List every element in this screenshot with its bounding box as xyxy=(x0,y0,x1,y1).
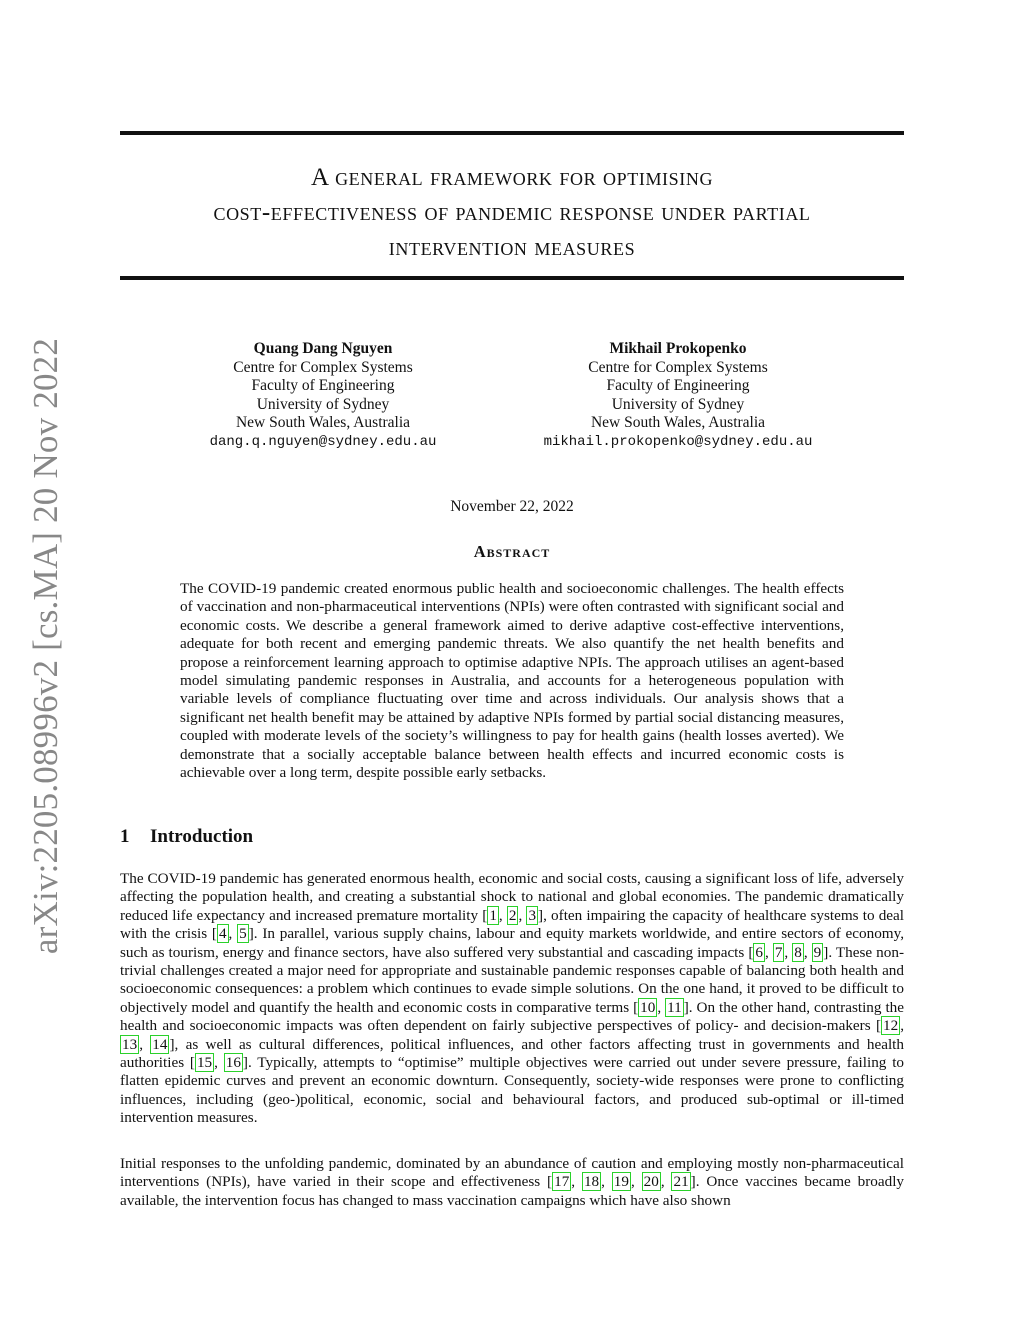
intro-paragraph-2-text xyxy=(120,1155,904,1210)
citation-link[interactable]: 8 xyxy=(794,943,802,961)
title-rule-bottom xyxy=(120,276,904,280)
citation-link[interactable]: 12 xyxy=(883,1017,899,1035)
author-block-2 xyxy=(518,340,838,451)
text-run: ]. These non-trivial challenges created a major need for appropriate and sustainable pandemic responses capable of balancing both health and socioeconomic consequences: a problem which continues to evade simple solutions. On the one hand, it proved to be difficult to objectively model and quantify the health and economic costs in comparative terms [ xyxy=(120,943,905,1016)
citation-link[interactable]: 3 xyxy=(528,906,537,924)
text-run: , xyxy=(571,1173,582,1191)
author-name: Quang Dang Nguyen xyxy=(253,340,393,357)
paper-title xyxy=(120,160,904,265)
citation-link[interactable]: 7 xyxy=(774,943,783,961)
text-run: Initial responses to the unfolding pandemic, dominated by an abundance of caution and employing mostly non-pharmaceutical interventions (NPIs), have varied in their scope and effectiveness [ xyxy=(120,1155,904,1191)
arxiv-stamp-text: arXiv:2205.08996v2 [cs.MA] 20 Nov 2022 xyxy=(26,337,65,954)
citation-link[interactable]: 20 xyxy=(643,1173,659,1191)
author-affiliation: New South Wales, Australia xyxy=(590,414,766,431)
author-block-1 xyxy=(163,340,483,451)
author-email[interactable]: mikhail.prokopenko@sydney.edu.au xyxy=(543,433,813,450)
text-run: ]. In parallel, various supply chains, labour and equity markets worldwide, and entire sectors of economy, such as tourism, energy and finance sectors, have also suffered very substantial and cascading impacts [ xyxy=(120,925,905,961)
author-affiliation: University of Sydney xyxy=(256,395,390,413)
citation-link[interactable]: 1 xyxy=(489,906,497,924)
citation-link[interactable]: 2 xyxy=(508,906,517,924)
citation-link[interactable]: 4 xyxy=(218,925,227,943)
text-run: , xyxy=(139,1035,151,1053)
title-line-1: A general framework for optimising xyxy=(310,164,714,191)
abstract-heading: Abstract xyxy=(473,542,551,561)
text-run: , xyxy=(214,1054,224,1072)
intro-paragraph-1-text xyxy=(120,870,904,1128)
text-run: , xyxy=(518,906,527,924)
section-heading xyxy=(120,826,253,848)
section-number: 1 xyxy=(120,826,130,847)
citation-link[interactable]: 18 xyxy=(583,1173,600,1191)
arxiv-stamp xyxy=(26,337,66,954)
text-run: , xyxy=(601,1173,612,1191)
text-run: ]. Typically, attempts to “optimise” multiple objectives were carried out under severe pressure, failing to flatten epidemic curves and prevent an economic downturn. Consequently, society-wide responses were prone to conflicting influences, including (geo-)political, economic, social and behavioural factors, and produced sub-optimal or ill-timed intervention measures. xyxy=(120,1054,905,1127)
citation-link[interactable]: 15 xyxy=(196,1054,213,1072)
text-run: , xyxy=(228,925,238,943)
citation-link[interactable]: 6 xyxy=(755,943,763,961)
citation-link[interactable]: 21 xyxy=(673,1173,689,1191)
text-run: ]. On the other hand, contrasting the health and socioeconomic impacts was often dependent on fairly subjective perspectives of policy- and decision-makers [ xyxy=(120,998,904,1035)
citation-link[interactable]: 5 xyxy=(239,925,247,943)
citation-link[interactable]: 11 xyxy=(667,998,682,1016)
text-run: , xyxy=(765,943,773,961)
text-run: , xyxy=(657,998,666,1016)
paper-date: November 22, 2022 xyxy=(450,498,574,515)
citation-link[interactable]: 14 xyxy=(152,1035,168,1053)
text-run: , xyxy=(630,1173,642,1191)
author-affiliation: New South Wales, Australia xyxy=(235,414,411,431)
text-run: , xyxy=(660,1173,672,1191)
citation-link[interactable]: 16 xyxy=(225,1054,241,1072)
author-name: Mikhail Prokopenko xyxy=(609,340,747,357)
citation-link[interactable]: 9 xyxy=(813,943,822,961)
section-title: Introduction xyxy=(150,826,254,847)
author-affiliation: Faculty of Engineering xyxy=(251,377,395,394)
title-rule-top xyxy=(120,131,904,135)
intro-paragraph-2 xyxy=(120,1155,904,1210)
citation-link[interactable]: 17 xyxy=(554,1173,570,1191)
author-email[interactable]: dang.q.nguyen@sydney.edu.au xyxy=(209,433,437,450)
citation-link[interactable]: 19 xyxy=(613,1173,629,1191)
text-run: ], often impairing the capacity of healthcare systems to deal with the crisis [ xyxy=(120,906,905,943)
author-affiliation: Centre for Complex Systems xyxy=(588,358,768,376)
text-run: , xyxy=(803,943,812,961)
citation-link[interactable]: 13 xyxy=(122,1035,138,1053)
author-affiliation: Centre for Complex Systems xyxy=(233,358,413,376)
text-run: ]. Once vaccines became broadly available, the intervention focus has changed to mass vaccination campaigns which have also shown xyxy=(120,1173,905,1209)
text-run: , xyxy=(498,906,507,924)
author-affiliation: University of Sydney xyxy=(611,395,745,413)
author-affiliation: Faculty of Engineering xyxy=(606,377,750,394)
text-run: , xyxy=(784,943,793,961)
text-run: ], as well as cultural differences, political influences, and other factors affecting trust in governments and health authorities [ xyxy=(120,1035,904,1072)
title-line-3: intervention measures xyxy=(388,234,636,261)
text-run: The COVID-19 pandemic has generated enormous health, economic and social costs, causing a significant loss of life, adversely affecting the population health, and creating a substantial shock to national and global economies. The pandemic dramatically reduced life expectancy and increased premature mortality [ xyxy=(120,870,904,924)
title-line-2: cost-effectiveness of pandemic response under partial xyxy=(213,199,811,226)
citation-link[interactable]: 10 xyxy=(640,998,656,1016)
abstract-text: The COVID-19 pandemic created enormous public health and socioeconomic challenges. The health effects of vaccination and non-pharmaceutical interventions (NPIs) were often contrasted with significant social and economic costs. We describe a general framework aimed to derive adaptive cost-effective interventions, adequate for both recent and emerging pandemic threats. We also quantify the net health benefits and propose a reinforcement learning approach to optimise adaptive NPIs. The approach utilises an agent-based model simulating pandemic responses in Australia, and accounts for a heterogeneous population with variable levels of compliance fluctuating over time and across individuals. Our analysis shows that a significant net health benefit may be attained by adaptive NPIs formed by partial social distancing measures, coupled with moderate levels of the society’s willingness to pay for health gains (health losses averted). We demonstrate that a socially acceptable balance between health effects and incurred economic costs is achievable over a long term, despite possible early setbacks. xyxy=(180,580,844,782)
intro-paragraph-1 xyxy=(120,870,904,1128)
text-run: , xyxy=(900,1017,904,1035)
